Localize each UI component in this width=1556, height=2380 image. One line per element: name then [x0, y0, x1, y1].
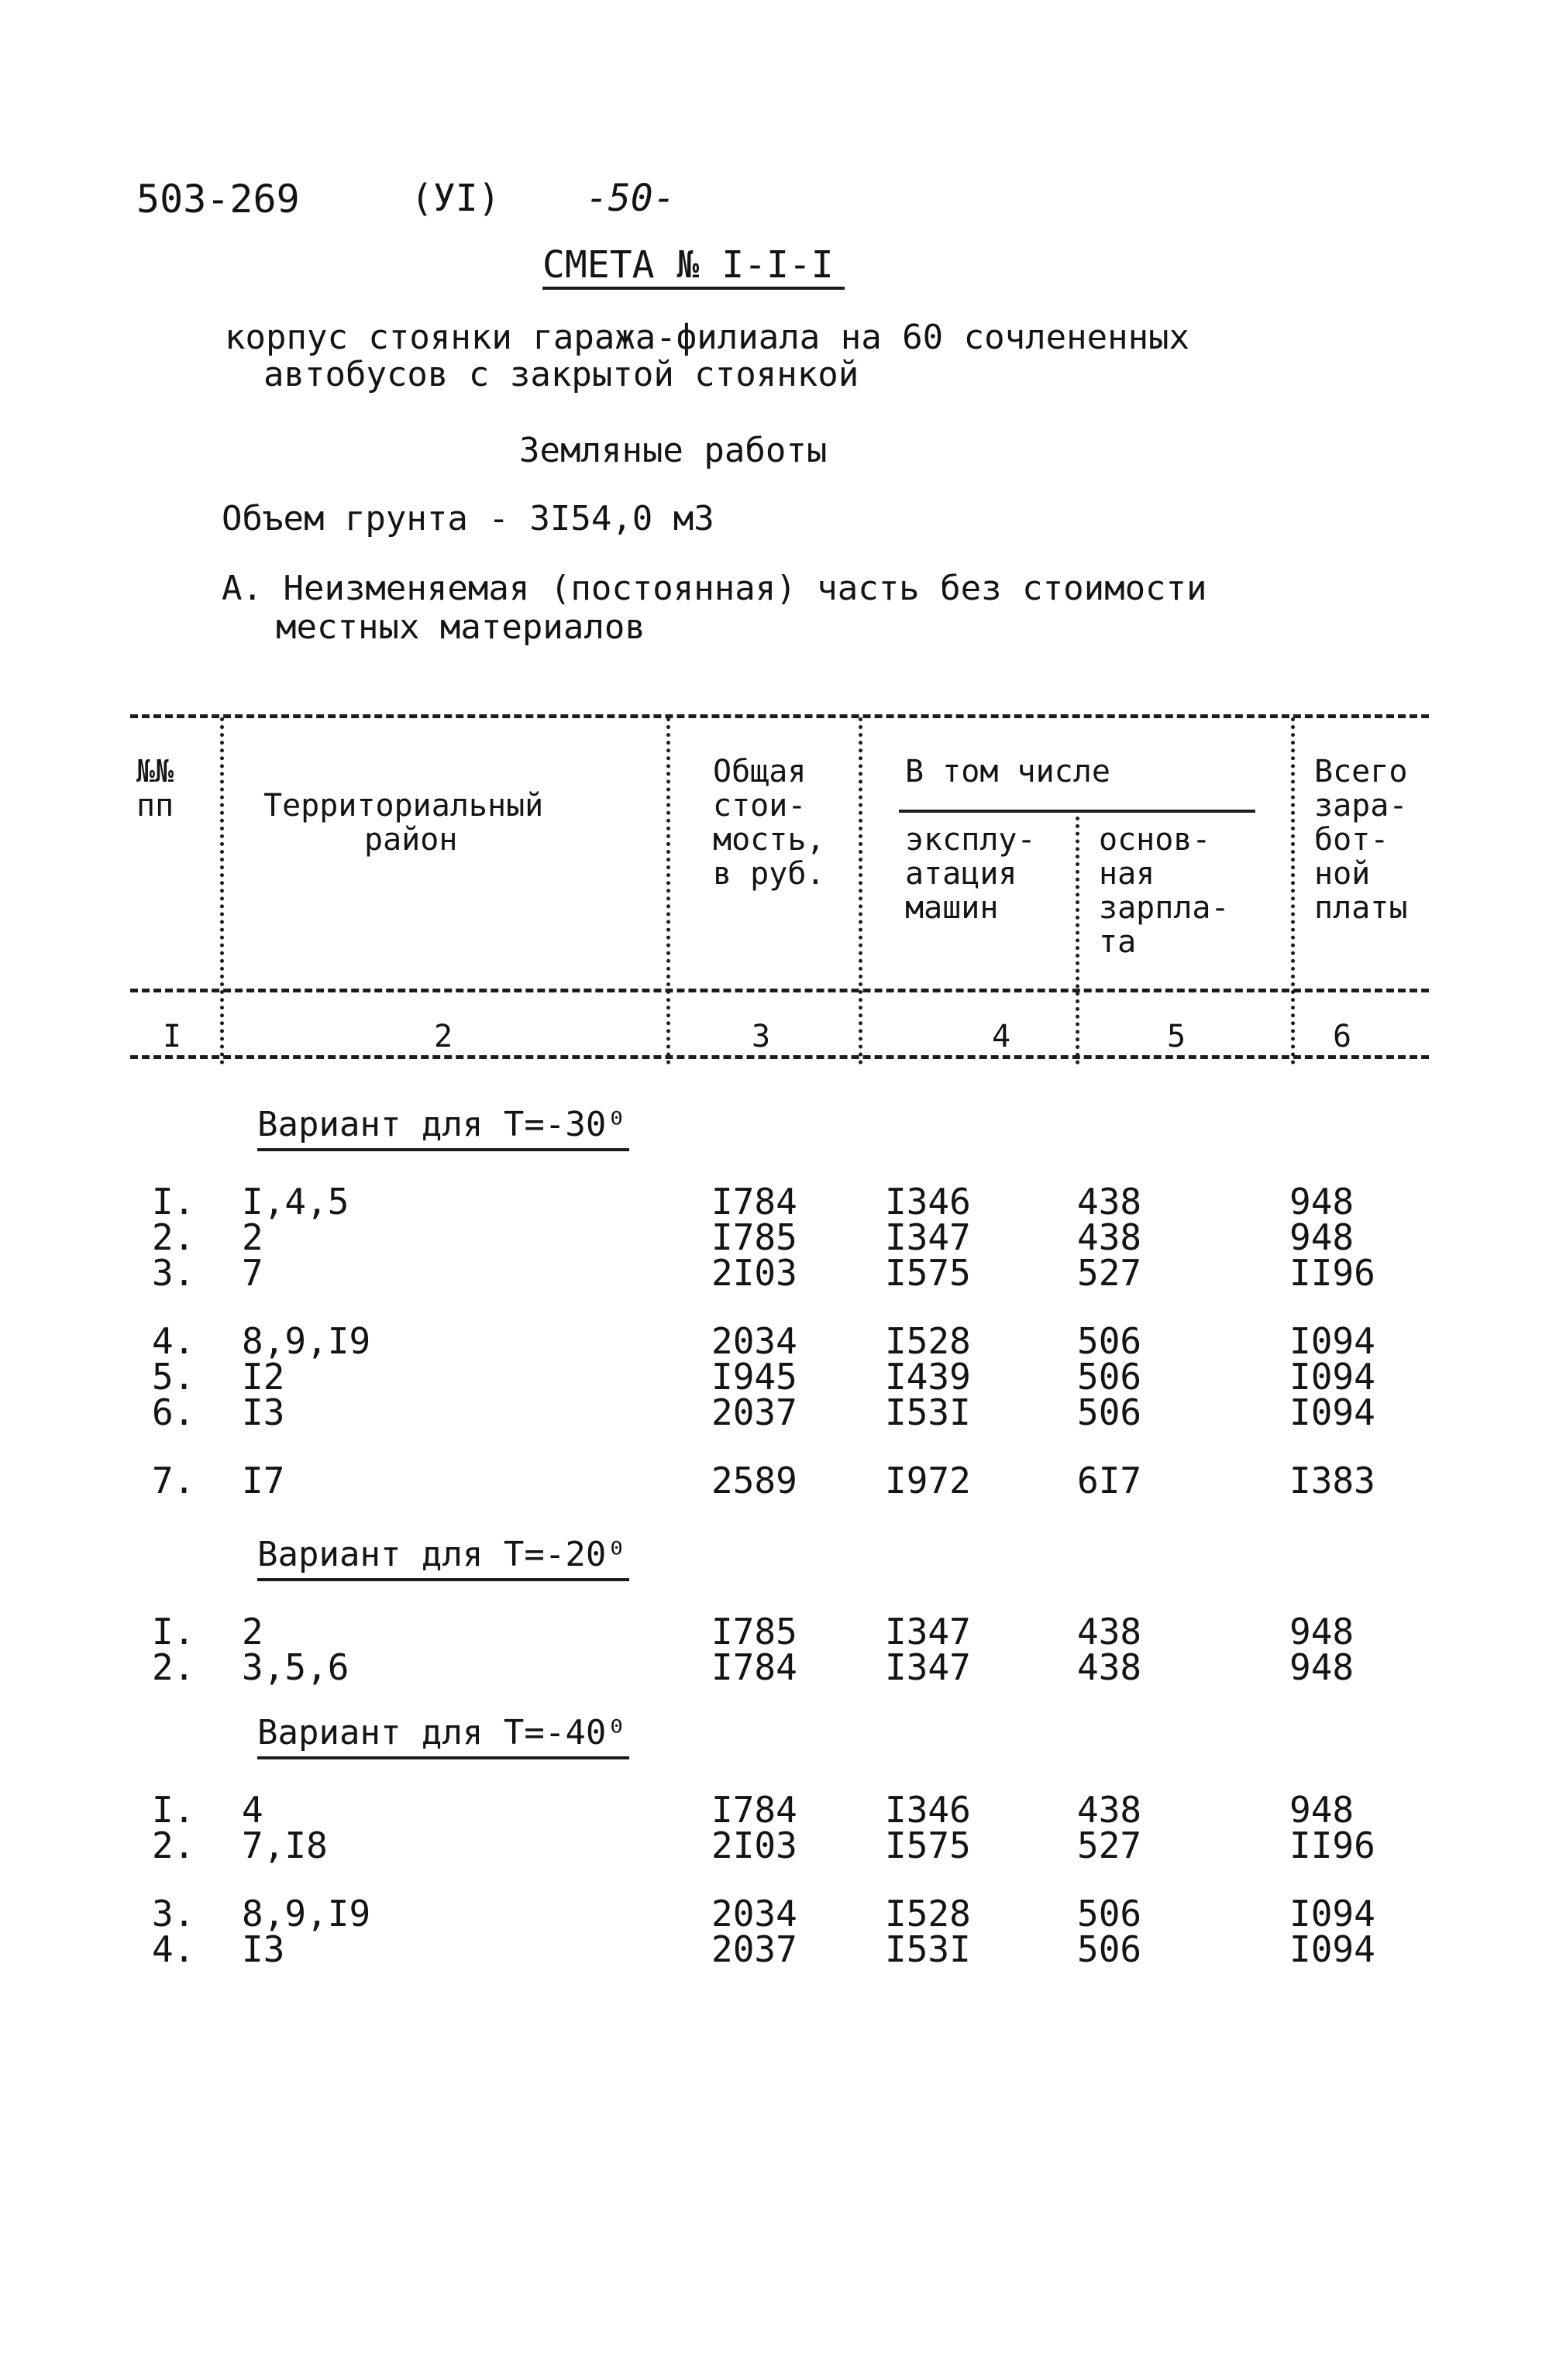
row-number: 7.: [152, 1460, 195, 1501]
col-number-5: 5: [1167, 1019, 1186, 1054]
machine-operation-cell: I347: [885, 1646, 971, 1688]
group-header-rule: [899, 810, 1255, 813]
total-wage-cell: I094: [1289, 1391, 1375, 1433]
header-col6-line3: бот-: [1314, 822, 1389, 858]
variant-title-underline: [257, 1578, 629, 1581]
work-type: Земляные работы: [519, 431, 828, 470]
machine-operation-cell: I972: [885, 1460, 971, 1501]
header-group-label: В том числе: [905, 754, 1110, 789]
header-col4-line1: эксплу-: [905, 822, 1036, 858]
row-number: I.: [152, 1181, 195, 1223]
base-wage-cell: 506: [1077, 1320, 1142, 1362]
column-divider-3: [859, 717, 862, 1064]
total-wage-cell: II96: [1289, 1825, 1375, 1866]
region-cell: I3: [242, 1928, 285, 1970]
row-number: 3.: [152, 1252, 195, 1294]
row-number: 4.: [152, 1928, 195, 1970]
base-wage-cell: 438: [1077, 1611, 1142, 1653]
machine-operation-cell: I347: [885, 1611, 971, 1653]
region-cell: 2: [242, 1611, 263, 1653]
variant-title: Вариант для Т=-20⁰: [257, 1535, 627, 1574]
header-col5-line2: ная: [1099, 856, 1155, 892]
total-wage-cell: II96: [1289, 1252, 1375, 1294]
row-number: 2.: [152, 1646, 195, 1688]
estimate-title: СМЕТА № I-I-I: [542, 243, 834, 287]
total-wage-cell: 948: [1289, 1789, 1355, 1831]
total-cost-cell: I784: [711, 1789, 797, 1831]
total-cost-cell: 2I03: [711, 1825, 797, 1866]
total-cost-cell: 2034: [711, 1893, 797, 1935]
base-wage-cell: 6I7: [1077, 1460, 1142, 1501]
table-top-rule: [130, 714, 1429, 718]
variant-title-underline: [257, 1148, 629, 1151]
column-number-rule: [130, 1055, 1429, 1059]
col-number-3: 3: [752, 1019, 771, 1054]
header-bottom-rule: [130, 989, 1429, 992]
total-wage-cell: 948: [1289, 1611, 1355, 1653]
column-divider-5: [1291, 717, 1295, 1064]
header-col3-line2: стои-: [713, 788, 807, 824]
base-wage-cell: 527: [1077, 1825, 1142, 1866]
part-title-line-2: местных материалов: [276, 607, 645, 647]
header-col2-line2: район: [364, 822, 458, 858]
total-wage-cell: 948: [1289, 1646, 1355, 1688]
region-cell: I7: [242, 1460, 285, 1501]
page-number: -50-: [586, 177, 676, 220]
total-cost-cell: 2037: [711, 1928, 797, 1970]
section-number: (УI): [411, 177, 501, 220]
row-number: 3.: [152, 1893, 195, 1935]
row-number: 5.: [152, 1356, 195, 1398]
region-cell: 7: [242, 1252, 263, 1294]
base-wage-cell: 438: [1077, 1789, 1142, 1831]
base-wage-cell: 438: [1077, 1216, 1142, 1258]
soil-volume: Объем грунта - 3I54,0 м3: [222, 499, 714, 538]
region-cell: 3,5,6: [242, 1646, 349, 1688]
total-cost-cell: 2I03: [711, 1252, 797, 1294]
header-col1-line1: №№: [136, 754, 174, 789]
variant-title: Вариант для Т=-40⁰: [257, 1713, 627, 1752]
header-col6-line1: Всего: [1314, 754, 1408, 789]
title-underline: [542, 287, 845, 290]
row-number: 2.: [152, 1216, 195, 1258]
machine-operation-cell: I439: [885, 1356, 971, 1398]
part-title-line-1: А. Неизменяемая (постоянная) часть без стоимости: [222, 569, 1207, 608]
row-number: 2.: [152, 1825, 195, 1866]
total-cost-cell: 2037: [711, 1391, 797, 1433]
row-number: I.: [152, 1611, 195, 1653]
region-cell: 2: [242, 1216, 263, 1258]
header-col4-line3: машин: [905, 890, 999, 926]
base-wage-cell: 527: [1077, 1252, 1142, 1294]
region-cell: I,4,5: [242, 1181, 349, 1223]
col-number-1: I: [163, 1019, 182, 1054]
total-cost-cell: I784: [711, 1181, 797, 1223]
machine-operation-cell: I575: [885, 1252, 971, 1294]
region-cell: 4: [242, 1789, 263, 1831]
total-cost-cell: I785: [711, 1216, 797, 1258]
total-wage-cell: I094: [1289, 1928, 1375, 1970]
region-cell: I3: [242, 1391, 285, 1433]
machine-operation-cell: I528: [885, 1320, 971, 1362]
header-col6-line5: платы: [1314, 890, 1408, 926]
row-number: I.: [152, 1789, 195, 1831]
base-wage-cell: 506: [1077, 1391, 1142, 1433]
header-col4-line2: атация: [905, 856, 1017, 892]
header-col3-line3: мость,: [713, 822, 825, 858]
total-wage-cell: I094: [1289, 1356, 1375, 1398]
variant-title: Вариант для Т=-30⁰: [257, 1105, 627, 1144]
total-wage-cell: I094: [1289, 1320, 1375, 1362]
total-cost-cell: 2034: [711, 1320, 797, 1362]
base-wage-cell: 506: [1077, 1893, 1142, 1935]
machine-operation-cell: I53I: [885, 1928, 971, 1970]
variant-title-underline: [257, 1756, 629, 1759]
header-col2-line1: Территориальный: [263, 788, 544, 824]
header-col3-line4: в руб.: [713, 856, 825, 892]
region-cell: 7,I8: [242, 1825, 328, 1866]
total-wage-cell: 948: [1289, 1181, 1355, 1223]
header-col1-line2: пп: [136, 788, 174, 824]
column-divider-1: [220, 717, 224, 1064]
row-number: 4.: [152, 1320, 195, 1362]
header-col6-line2: зара-: [1314, 788, 1408, 824]
total-wage-cell: I383: [1289, 1460, 1375, 1501]
total-wage-cell: 948: [1289, 1216, 1355, 1258]
machine-operation-cell: I528: [885, 1893, 971, 1935]
description-line-2: автобусов с закрытой стоянкой: [263, 355, 859, 394]
machine-operation-cell: I347: [885, 1216, 971, 1258]
base-wage-cell: 438: [1077, 1181, 1142, 1223]
col-number-4: 4: [992, 1019, 1011, 1054]
row-number: 6.: [152, 1391, 195, 1433]
description-line-1: корпус стоянки гаража-филиала на 60 сочлененных: [225, 318, 1190, 357]
col-number-6: 6: [1333, 1019, 1352, 1054]
region-cell: I2: [242, 1356, 285, 1398]
machine-operation-cell: I346: [885, 1181, 971, 1223]
document-code: 503-269: [136, 177, 300, 222]
base-wage-cell: 506: [1077, 1928, 1142, 1970]
header-col6-line4: ной: [1314, 856, 1371, 892]
region-cell: 8,9,I9: [242, 1893, 371, 1935]
column-divider-2: [666, 717, 670, 1064]
total-cost-cell: 2589: [711, 1460, 797, 1501]
machine-operation-cell: I575: [885, 1825, 971, 1866]
total-cost-cell: I784: [711, 1646, 797, 1688]
base-wage-cell: 506: [1077, 1356, 1142, 1398]
base-wage-cell: 438: [1077, 1646, 1142, 1688]
header-col5-line1: основ-: [1099, 822, 1211, 858]
machine-operation-cell: I53I: [885, 1391, 971, 1433]
col-number-2: 2: [434, 1019, 453, 1054]
header-col5-line3: зарпла-: [1099, 890, 1230, 926]
region-cell: 8,9,I9: [242, 1320, 371, 1362]
total-cost-cell: I785: [711, 1611, 797, 1653]
header-col3-line1: Общая: [713, 754, 807, 789]
column-divider-4: [1076, 817, 1079, 1064]
header-col5-line4: та: [1099, 924, 1137, 960]
total-cost-cell: I945: [711, 1356, 797, 1398]
total-wage-cell: I094: [1289, 1893, 1375, 1935]
machine-operation-cell: I346: [885, 1789, 971, 1831]
